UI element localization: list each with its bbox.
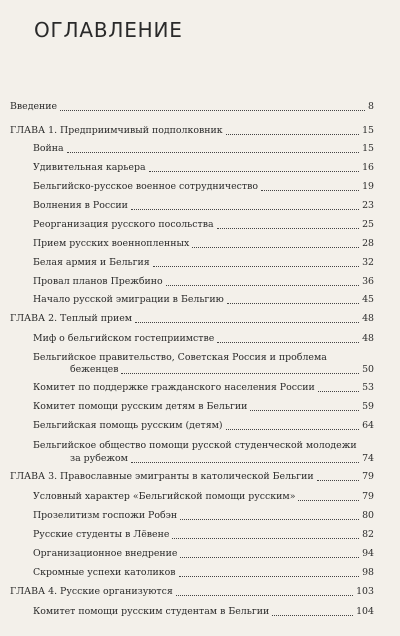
toc-entry-label: Организационное внедрение — [33, 548, 178, 559]
toc-entry-section[interactable] — [33, 510, 374, 523]
toc-entry-page: 15 — [362, 143, 374, 154]
dot-leader — [192, 247, 359, 248]
dot-leader — [135, 322, 359, 323]
toc-entry-section[interactable] — [33, 420, 374, 433]
toc-entry-label: Комитет помощи русским детям в Бельгии — [33, 401, 248, 412]
toc-entry-page: 45 — [362, 294, 374, 305]
toc-entry-label: Введение — [10, 101, 58, 112]
dot-leader — [217, 342, 359, 343]
toc-entry-section[interactable] — [33, 257, 374, 270]
toc-entry-section[interactable] — [33, 606, 374, 619]
toc-entry-section[interactable] — [70, 453, 374, 466]
dot-leader — [153, 266, 359, 267]
toc-entry-label: Миф о бельгийском гостеприимстве — [33, 333, 215, 344]
toc-entry-page: 82 — [362, 529, 374, 540]
toc-entry-label: ГЛАВА 3. Православные эмигранты в католической Бельгии — [10, 471, 314, 482]
dot-leader — [121, 373, 359, 374]
toc-entry-label: Русские студенты в Лёвене — [33, 529, 170, 540]
dot-leader — [172, 538, 359, 539]
toc-entry-label: Удивительная карьера — [33, 162, 146, 173]
dot-leader — [180, 557, 359, 558]
toc-entry-label: ГЛАВА 4. Русские организуются — [10, 586, 173, 597]
toc-entry-label: ГЛАВА 2. Теплый прием — [10, 313, 133, 324]
toc-entry-label: Реорганизация русского посольства — [33, 219, 214, 230]
toc-entry-label-line1: Бельгийское правительство, Советская Россия и проблема — [33, 352, 327, 363]
page-title: ОГЛАВЛЕНИЕ — [34, 18, 183, 42]
toc-entry-label: Комитет помощи русским студентам в Бельгии — [33, 606, 270, 617]
toc-entry-page: 98 — [362, 567, 374, 578]
toc-entry-label-line1: Бельгийское общество помощи русской студенческой молодежи — [33, 440, 357, 451]
toc-entry-label: Условный характер «Бельгийской помощи русским» — [33, 491, 296, 502]
toc-entry-label: Война — [33, 143, 64, 154]
toc-entry-chapter-4[interactable] — [10, 586, 374, 599]
toc-entry-label: Прием русских военнопленных — [33, 238, 190, 249]
toc-entry-page: 53 — [362, 382, 374, 393]
dot-leader — [298, 500, 359, 501]
toc-entry-label: за рубежом — [70, 453, 128, 464]
toc-entry-section[interactable] — [33, 238, 374, 251]
toc-entry-section[interactable] — [33, 401, 374, 414]
dot-leader — [217, 228, 359, 229]
dot-leader — [318, 391, 359, 392]
dot-leader — [60, 110, 365, 111]
toc-entry-section[interactable] — [33, 181, 374, 194]
dot-leader — [179, 576, 360, 577]
toc-entry-chapter-1[interactable] — [10, 125, 374, 138]
dot-leader — [131, 209, 359, 210]
toc-entry-page: 50 — [362, 364, 374, 375]
toc-entry-label: беженцев — [70, 364, 119, 375]
toc-entry-section[interactable] — [33, 333, 374, 346]
toc-entry-chapter-3[interactable] — [10, 471, 374, 484]
toc-entry-page: 94 — [362, 548, 374, 559]
dot-leader — [226, 429, 360, 430]
toc-entry-page: 74 — [362, 453, 374, 464]
toc-entry-section[interactable] — [33, 162, 374, 175]
toc-entry-section[interactable] — [33, 548, 374, 561]
toc-entry-label: ГЛАВА 1. Предприимчивый подполковник — [10, 125, 223, 136]
dot-leader — [261, 190, 359, 191]
toc-entry-page: 103 — [356, 586, 374, 597]
toc-entry-page: 48 — [362, 333, 374, 344]
dot-leader — [166, 285, 359, 286]
toc-entry-page: 80 — [362, 510, 374, 521]
toc-entry-page: 79 — [362, 491, 374, 502]
toc-entry-page: 32 — [362, 257, 374, 268]
dot-leader — [149, 171, 360, 172]
dot-leader — [226, 134, 359, 135]
dot-leader — [317, 480, 359, 481]
dot-leader — [176, 595, 353, 596]
toc-entry-page: 23 — [362, 200, 374, 211]
dot-leader — [180, 519, 359, 520]
toc-entry-section[interactable] — [70, 364, 374, 377]
toc-entry-page: 8 — [368, 101, 374, 112]
toc-entry-label: Волнения в России — [33, 200, 128, 211]
toc-entry-page: 25 — [362, 219, 374, 230]
toc-entry-label: Скромные успехи католиков — [33, 567, 176, 578]
toc-entry-label: Комитет по поддержке гражданского населения России — [33, 382, 315, 393]
toc-entry-section[interactable] — [33, 491, 374, 504]
toc-entry-label: Белая армия и Бельгия — [33, 257, 150, 268]
toc-entry-page: 16 — [362, 162, 374, 173]
toc-entry-page: 104 — [356, 606, 374, 617]
dot-leader — [227, 303, 359, 304]
toc-entry-label: Прозелитизм госпожи Робэн — [33, 510, 178, 521]
toc-entry-label: Начало русской эмиграции в Бельгию — [33, 294, 224, 305]
toc-entry-section[interactable] — [33, 143, 374, 156]
toc-entry-page: 28 — [362, 238, 374, 249]
toc-entry-page: 79 — [362, 471, 374, 482]
toc-entry-page: 15 — [362, 125, 374, 136]
dot-leader — [272, 615, 353, 616]
dot-leader — [131, 462, 359, 463]
toc-entry-section[interactable] — [33, 200, 374, 213]
toc-entry-chapter-2[interactable] — [10, 313, 374, 326]
toc-entry-page: 48 — [362, 313, 374, 324]
dot-leader — [250, 410, 359, 411]
toc-entry-section[interactable] — [33, 219, 374, 232]
dot-leader — [67, 152, 359, 153]
toc-entry-page: 19 — [362, 181, 374, 192]
toc-entry-section[interactable] — [33, 276, 374, 289]
toc-entry-section[interactable] — [33, 294, 374, 307]
toc-entry-section[interactable] — [33, 567, 374, 580]
toc-entry-section[interactable] — [33, 529, 374, 542]
toc-entry-section[interactable] — [33, 382, 374, 395]
toc-entry-introduction[interactable] — [10, 101, 374, 114]
toc-entry-label: Бельгийская помощь русским (детям) — [33, 420, 223, 431]
toc-entry-label: Провал планов Прежбино — [33, 276, 163, 287]
toc-entry-page: 59 — [362, 401, 374, 412]
toc-entry-label: Бельгийско-русское военное сотрудничество — [33, 181, 258, 192]
toc-entry-page: 64 — [362, 420, 374, 431]
toc-entry-page: 36 — [362, 276, 374, 287]
